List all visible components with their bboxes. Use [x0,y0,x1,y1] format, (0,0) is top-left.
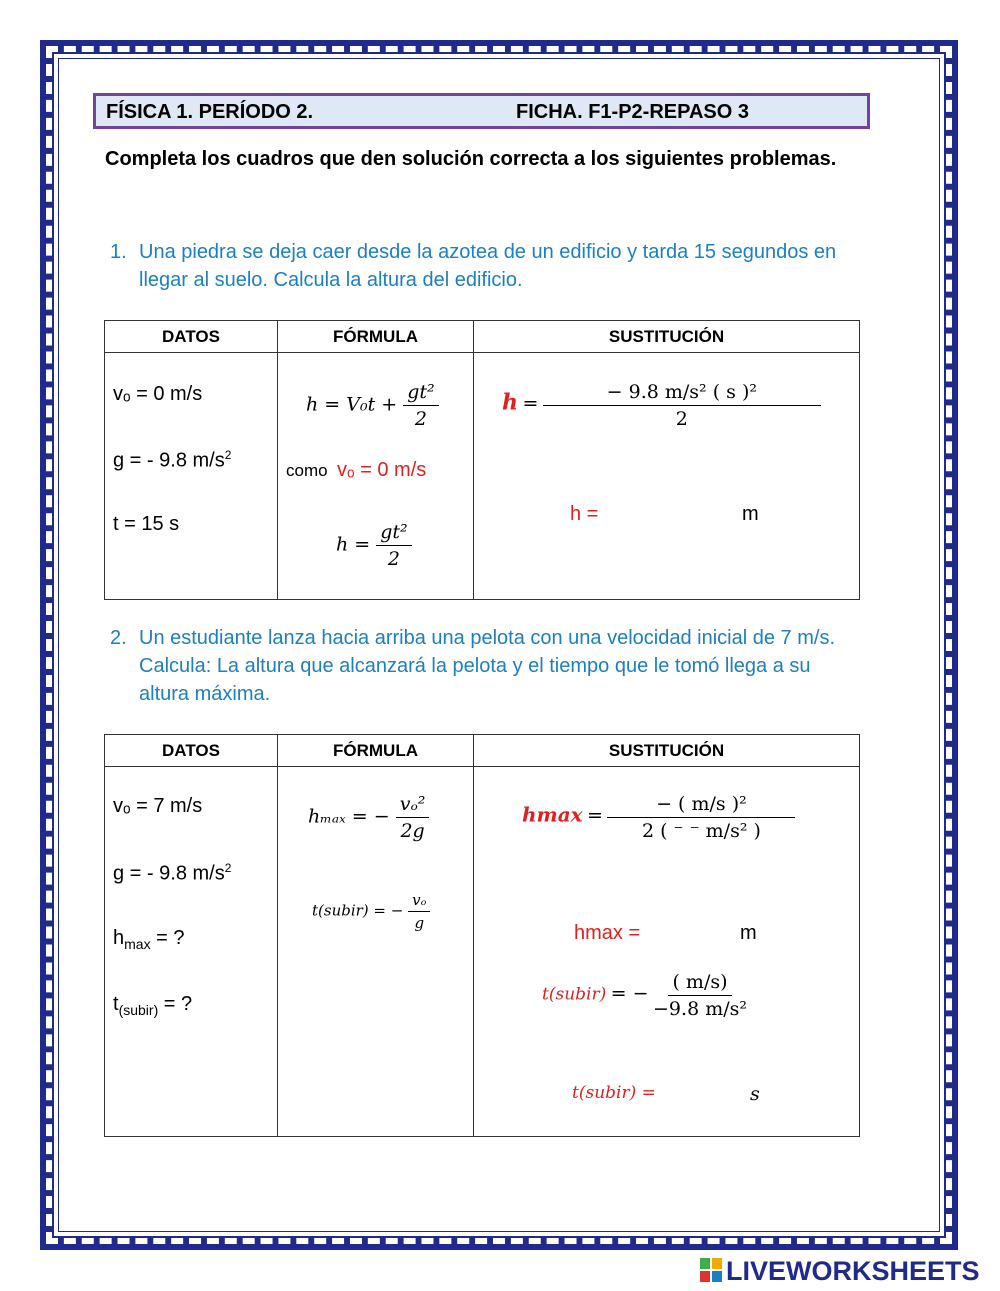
formula-simple: h = $\frac{\text{gt²}}{2}$ [336,521,412,570]
sustitucion-h: h = $\frac{\text{− 9.8 m/s² ( s )²}}{2}$ [502,381,821,430]
header-course: FÍSICA 1. PERÍODO 2. [106,101,314,123]
col-sustitucion: SUSTITUCIÓN [474,735,860,767]
answer-h-field[interactable] [608,503,748,527]
formula-main: h = V₀t + $\frac{\text{gt²}}{2}$ [306,381,439,430]
result-h-label: h = [570,503,599,525]
problem-1-datos [105,353,278,600]
problem-1-formula [278,353,474,600]
header-sheet-code: FICHA. F1-P2-REPASO 3 [516,101,749,123]
problem-2-sustitucion [474,767,860,1137]
datos-g: g = - 9.8 $m/s^2$ [113,861,232,885]
result-t-subir-unit: s [750,1083,760,1105]
problem-2-formula [278,767,474,1137]
result-h-unit: m [742,503,759,525]
col-datos: DATOS [105,735,278,767]
problem-2-text: Un estudiante lanza hacia arriba una pelota con una velocidad inicial de 7 m/s. Calcula: La altura que alcanzará la pelota y el tiempo que le tomó llega a su altura máxima. [139,627,835,705]
result-hmax-unit: m [740,922,757,944]
problem-2-number: 2. [110,627,127,649]
col-formula: FÓRMULA [278,735,474,767]
problem-1-number: 1. [110,241,127,263]
problem-2-table [104,734,860,1137]
problem-1-table [104,320,860,600]
answer-hmax-field[interactable] [654,922,734,946]
datos-vo: vₒ = 7 m/s [113,795,203,817]
formula-hmax: hₘₐₓ = − $\frac{\text{vₒ²}}{2g}$ [308,793,429,842]
worksheet-header [93,93,870,129]
datos-g: g = - 9.8 $m/s^2$ [113,448,232,472]
result-hmax-label: hmax = [574,922,641,944]
liveworksheets-logo-icon [700,1258,722,1282]
answer-t-subir-field[interactable] [670,1083,742,1107]
problem-1-text: Una piedra se deja caer desde la azotea de un edificio y tarda 15 segundos en llegar al suelo. Calcula la altura del edificio. [139,241,837,291]
liveworksheets-logo-text: LIVEWORKSHEETS [726,1256,980,1286]
formula-como: como vₒ = 0 m/s [286,459,427,481]
instructions: Completa los cuadros que den solución correcta a los siguientes problemas. [105,148,837,170]
col-sustitucion: SUSTITUCIÓN [474,321,860,353]
sustitucion-t-subir: t(subir) = − $\frac{( m/s)}{\text{−9.8 m/s²}}$ [542,971,747,1020]
sustitucion-hmax: hmax = $\frac{\text{− ( m/s )²}}{\text{2 ( ⁻ ⁻ m/s² )}}$ [522,793,795,842]
datos-t: t = 15 s [113,513,180,535]
col-formula: FÓRMULA [278,321,474,353]
datos-t-subir: $t_{(subir)}$ = ? [113,993,193,1018]
result-t-subir-label: t(subir) = [572,1083,656,1103]
datos-vo: vₒ = 0 m/s [113,383,203,405]
formula-t-subir: t(subir) = − $\frac{\text{vₒ}}{g}$ [312,891,430,932]
col-datos: DATOS [105,321,278,353]
problem-2-datos [105,767,278,1137]
datos-hmax: $h_{max}$ = ? [113,927,185,952]
problem-1-sustitucion [474,353,860,600]
